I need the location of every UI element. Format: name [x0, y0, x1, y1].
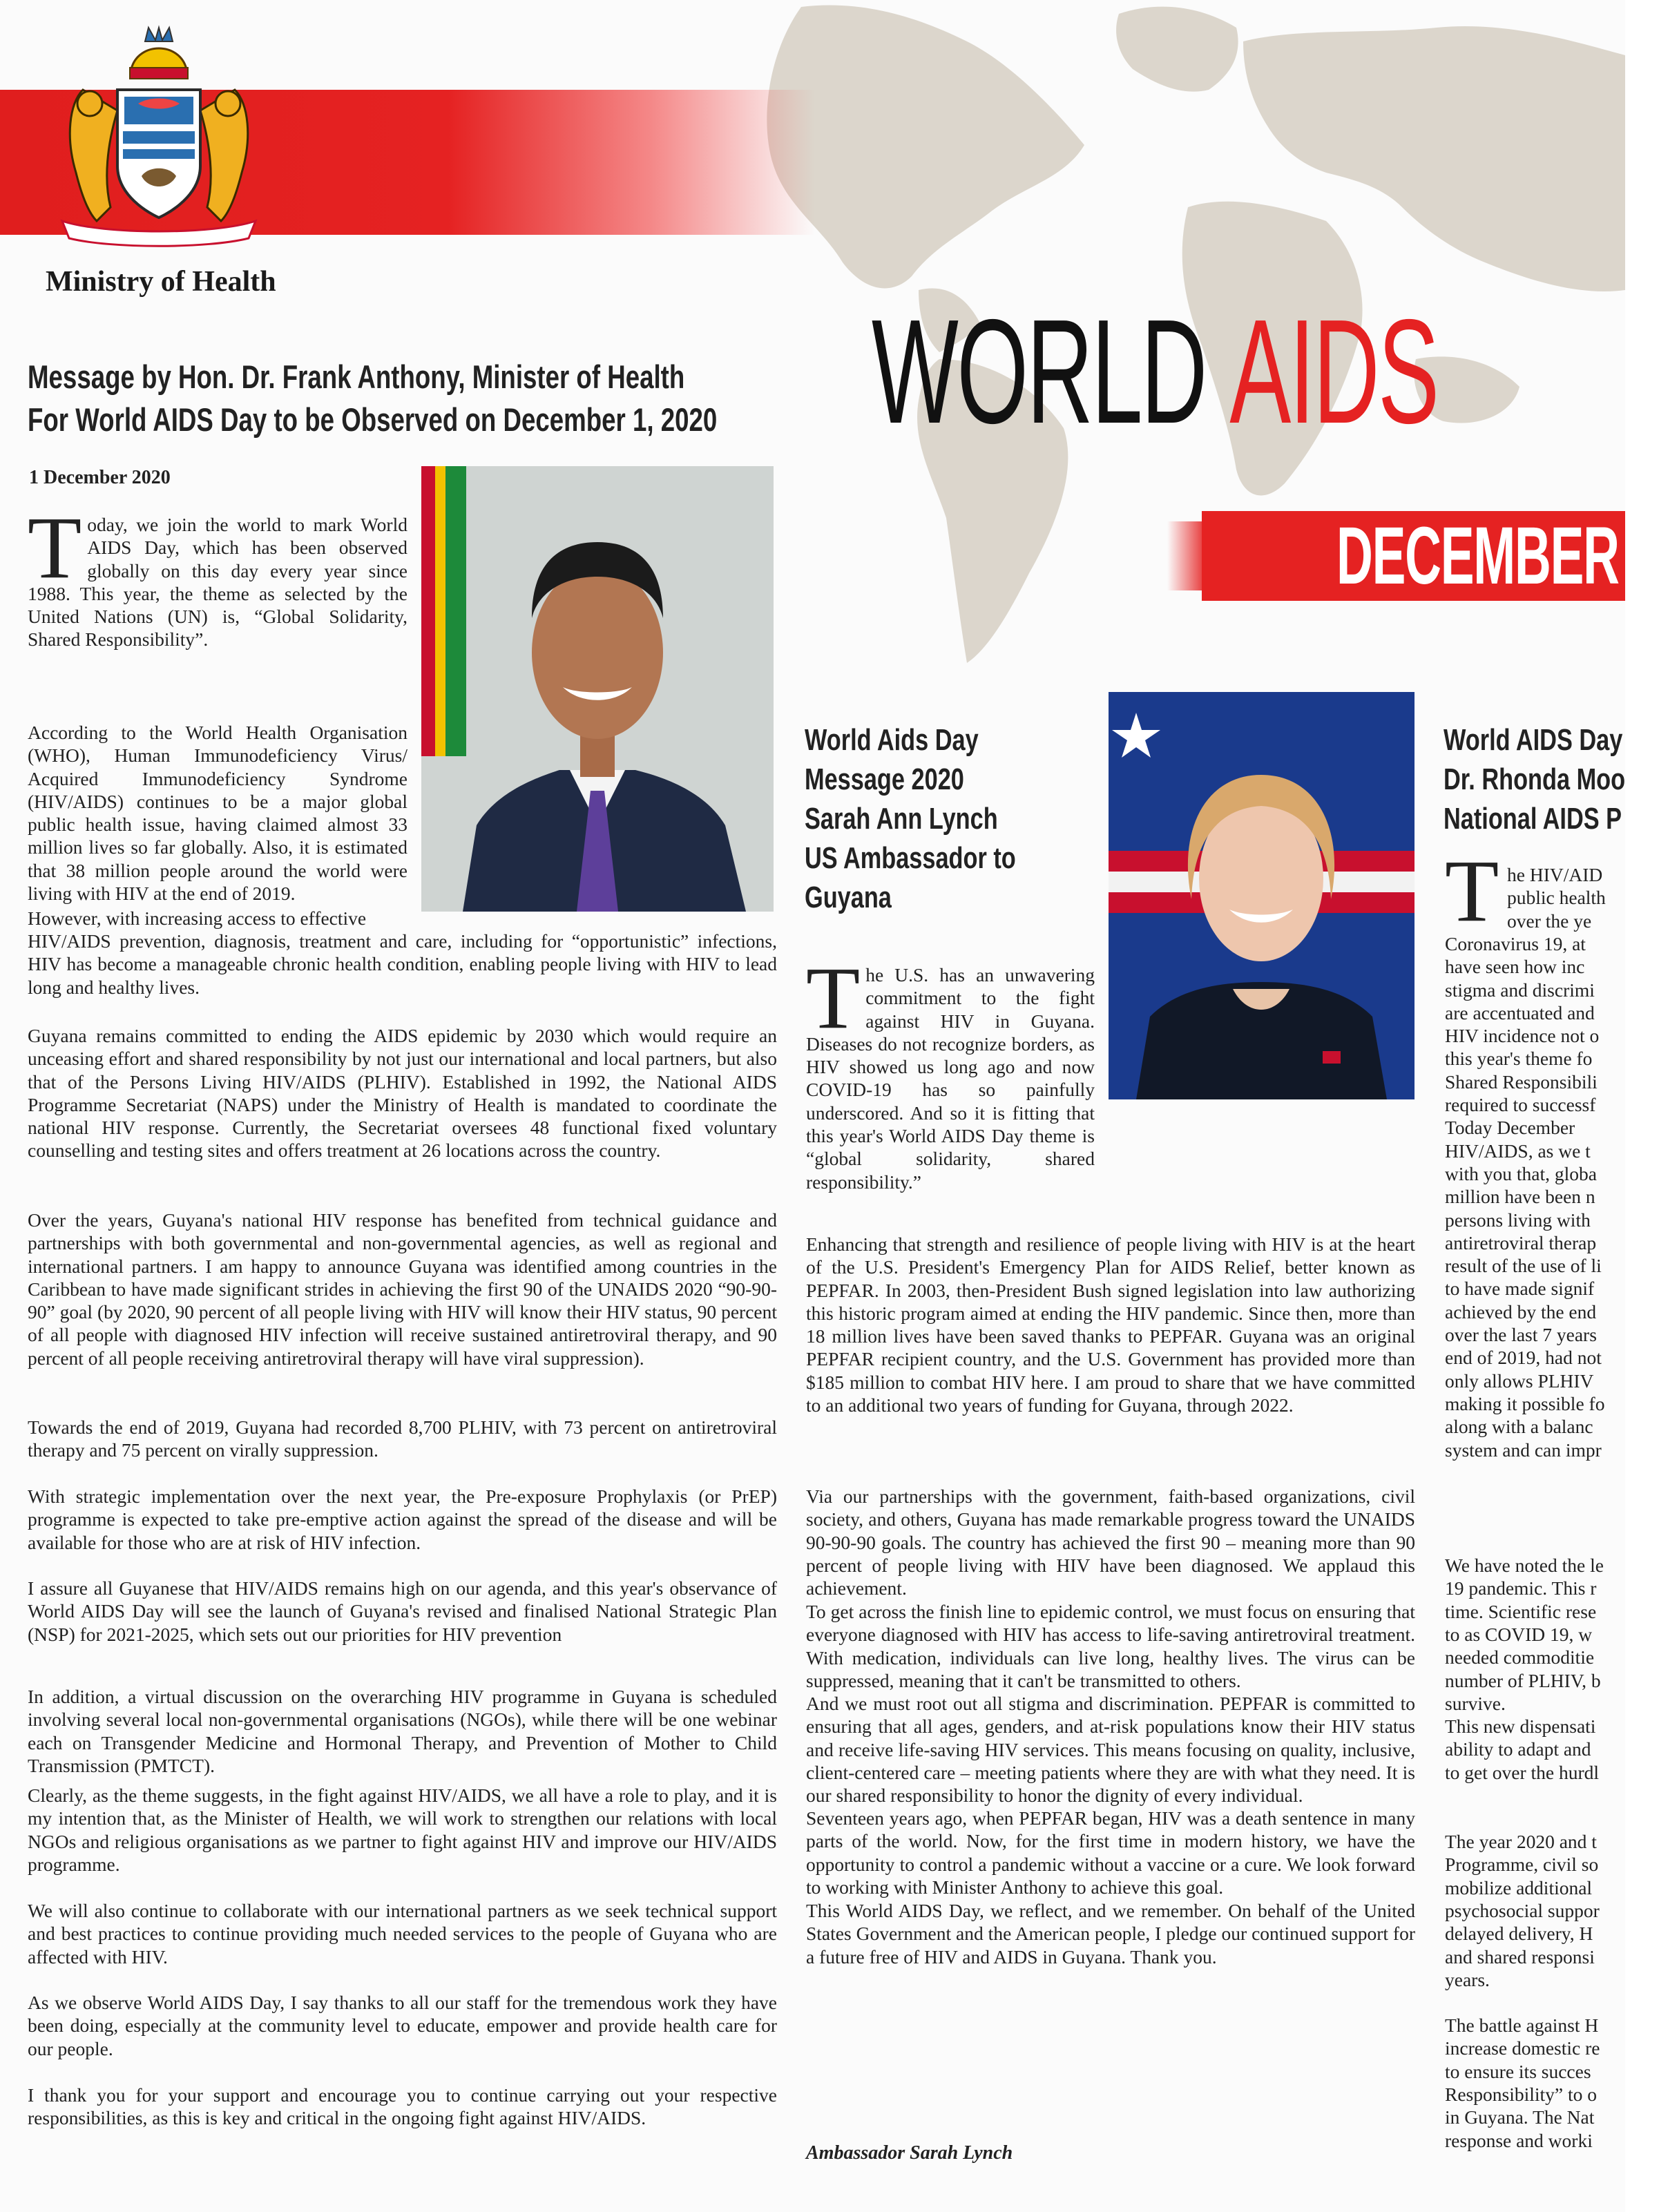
- third-column-line: The battle against H: [1445, 2014, 1599, 2036]
- ambassador-paragraph-4: To get across the finish line to epidemic control, we must focus on ensuring that everyone diagnosed with HIV has access to life-saving antiretroviral treatment. With medication, individuals can live long, healthy lives. The virus can be suppressed, meaning that it can't be transmitted to others.: [806, 1601, 1415, 1691]
- third-column-line: he HIV/AID: [1507, 864, 1603, 885]
- ambassador-paragraph-6: Seventeen years ago, when PEPFAR began, HIV was a death sentence in many parts of the world. Now, for the first time in modern history, we have the opportunity to control a pandemic without a vaccine or a cure. We look forward to working with Minister Anthony to achieve this goal.: [806, 1807, 1415, 1898]
- minister-paragraph-3b: HIV/AIDS prevention, diagnosis, treatment and care, including for “opportunistic” infections, HIV has become a manageable chronic health condition, enabling people living with HIV to lead long and healthy lives.: [28, 930, 777, 998]
- third-column-line: needed commoditie: [1445, 1646, 1595, 1668]
- third-column-line: number of PLHIV, b: [1445, 1669, 1601, 1691]
- ambassador-headline-line: US Ambassador to: [805, 841, 1016, 875]
- third-column-line: HIV incidence not o: [1445, 1025, 1600, 1047]
- third-column-line: making it possible fo: [1445, 1392, 1605, 1414]
- title-aids: AIDS: [1229, 288, 1438, 454]
- third-column-line: increase domestic re: [1445, 2037, 1600, 2059]
- third-column-line: antiretroviral therap: [1445, 1231, 1597, 1253]
- third-headline: [1444, 720, 1625, 838]
- third-column-line: achieved by the end: [1445, 1300, 1597, 1323]
- third-column-line: survive.: [1445, 1692, 1506, 1714]
- minister-paragraph-9: In addition, a virtual discussion on the overarching HIV programme in Guyana is scheduled involving several local non-governmental organisations (NGOs), while there will be one webinar each on Transgender Medicine and Hormonal Therapy, and Prevention of Mother to Child Transmission (PMTCT).: [28, 1686, 777, 1776]
- third-column-line: Shared Responsibili: [1445, 1070, 1598, 1093]
- minister-paragraph-5: Over the years, Guyana's national HIV response has benefited from technical guidance and partnerships with both governmental and non-governmental agencies, as well as regional and international partners. I am happy to announce Guyana was identified among countries in the Caribbean to have made significant strides in achieving the first 90 of the UNAIDS 2020 “90-90-90” goal (by 2020, 90 percent of all people living with HIV will know their HIV status, 90 percent of all people with diagnosed HIV infection will receive sustained antiretroviral therapy, and 90 percent of all people receiving antiretroviral therapy will have viral suppression).: [28, 1209, 777, 1369]
- banner-streak: [1167, 521, 1209, 590]
- third-column-line: to as COVID 19, w: [1445, 1623, 1593, 1645]
- minister-headline-line1: Message by Hon. Dr. Frank Anthony, Minister of Health: [28, 358, 685, 395]
- minister-paragraph-4: Guyana remains committed to ending the AIDS epidemic by 2030 which would require an unceasing effort and shared responsibility by not just our international and local partners, but also that of the Persons Living HIV/AIDS (PLHIV). Established in 1992, the National AIDS Programme Secretariat (NAPS) under the Ministry of Health is mandated to coordinate the national HIV response. Currently, the Secretariat oversees 48 functional fixed voluntary counselling and testing sites and offers treatment at 26 locations across the country.: [28, 1025, 777, 1162]
- ambassador-headline-line: Sarah Ann Lynch: [805, 802, 998, 836]
- third-column-line: Today December: [1445, 1117, 1575, 1139]
- third-column-line: have seen how inc: [1445, 956, 1585, 978]
- minister-photo: [421, 466, 774, 912]
- third-column-line: and shared responsi: [1445, 1945, 1595, 1968]
- third-column-line: result of the use of li: [1445, 1255, 1602, 1277]
- third-column-line: are accentuated and: [1445, 1001, 1595, 1023]
- ambassador-headline-line: Message 2020: [805, 762, 964, 796]
- third-column-line: 19 pandemic. This r: [1445, 1577, 1597, 1599]
- paragraph-text: oday, we join the world to mark World AIDS Day, which has been observed globally on this day every year since 1988. This year, the theme as selected by the United Nations (UN) is, “Global Solidarity, Shared Responsibility”.: [28, 514, 407, 651]
- ambassador-paragraph-3: Via our partnerships with the government, faith-based organizations, civil society, and others, Guyana has made remarkable progress toward the UNAIDS 90-90-90 goals. The country has achieved the first 90 – meaning more than 90 percent of people living with HIV have been diagnosed. We applaud this achievement.: [806, 1485, 1415, 1599]
- third-column-line: Programme, civil so: [1445, 1854, 1599, 1876]
- third-column-line: stigma and discrimi: [1445, 979, 1595, 1001]
- third-headline-line: National AIDS P: [1444, 802, 1622, 836]
- ambassador-paragraph-7: This World AIDS Day, we reflect, and we remember. On behalf of the United States Government and the American people, I pledge our continued support for a future free of HIV and AIDS in Guyana. Thank you.: [806, 1900, 1415, 1968]
- paragraph-text: he U.S. has an unwavering commitment to the fight against HIV in Guyana. Diseases do not recognize borders, as HIV showed us long ago and now COVID-19 has so painfully underscored. And so it is fitting that this year's World AIDS Day theme is “global solidarity, shared responsibility.”: [806, 964, 1095, 1193]
- minister-paragraph-6: Towards the end of 2019, Guyana had recorded 8,700 PLHIV, with 73 percent on antiretroviral therapy and 75 percent on virally suppression.: [28, 1416, 777, 1461]
- third-column-line: to ensure its succes: [1445, 2060, 1591, 2082]
- ambassador-photo: [1109, 692, 1415, 1099]
- third-column-line: public health: [1507, 887, 1606, 909]
- third-column-line: to have made signif: [1445, 1278, 1595, 1300]
- minister-date: 1 December 2020: [29, 467, 171, 488]
- third-column-line: end of 2019, had not: [1445, 1347, 1602, 1369]
- third-column-line: along with a balanc: [1445, 1416, 1593, 1438]
- minister-paragraph-2: According to the World Health Organisation (WHO), Human Immunodeficiency Virus/ Acquired Immunodeficiency Syndrome (HIV/AIDS) continues to be a major global public health issue, having claimed almost 33 million lives so far globally. Also, it is estimated that 38 million people around the world were living with HIV at the end of 2019.: [28, 722, 407, 905]
- third-column-line: The year 2020 and t: [1445, 1831, 1597, 1852]
- third-column-line: time. Scientific rese: [1445, 1600, 1597, 1622]
- minister-paragraph-7: With strategic implementation over the next year, the Pre-exposure Prophylaxis (or PrEP) programme is expected to take pre-emptive action against the spread of the disease and will be available for those who are at risk of HIV infection.: [28, 1485, 777, 1553]
- third-column-line: mobilize additional: [1445, 1876, 1593, 1898]
- third-column-line: required to successf: [1445, 1094, 1596, 1115]
- world-aids-title: [872, 288, 1438, 454]
- dropcap: T: [1445, 842, 1499, 940]
- date-banner-text: DECEMBER 1: [1336, 510, 1659, 602]
- third-column-line: psychosocial suppor: [1445, 1899, 1600, 1921]
- third-column-line: Coronavirus 19, at: [1445, 932, 1586, 954]
- ministry-name: Ministry of Health: [46, 266, 276, 298]
- third-column-line: ability to adapt and: [1445, 1738, 1591, 1760]
- minister-paragraph-10: Clearly, as the theme suggests, in the fight against HIV/AIDS, we all have a role to play, and it is my intention that, as the Minister of Health, we will work to strengthen our relations with local NGOs and religious organisations as we partner to fight against HIV and improve our HIV/AIDS programme.: [28, 1785, 777, 1875]
- dropcap: T: [28, 499, 82, 597]
- third-column-line: in Guyana. The Nat: [1445, 2106, 1595, 2128]
- ambassador-paragraph-2: Enhancing that strength and resilience of people living with HIV is at the heart of the U.S. President's Emergency Plan for AIDS Relief, better known as PEPFAR. In 2003, then-President Bush signed legislation into law authorizing this historic program aimed at ending the HIV pandemic. Since then, more than 18 million lives have been saved thanks to PEPFAR. Guyana was an original PEPFAR recipient country, and the U.S. Government has provided more than $185 million to combat HIV here. I am proud to share that we have committed to an additional two years of funding for Guyana, through 2022.: [806, 1233, 1415, 1416]
- ambassador-signature: Ambassador Sarah Lynch: [806, 2142, 1013, 2164]
- ambassador-paragraph-5: And we must root out all stigma and discrimination. PEPFAR is committed to ensuring that all ages, genders, and at-risk populations know their HIV status and receive life-saving HIV services. This means focusing on quality, inclusive, client-centered care – meeting patients where they are with what they need. It is our shared responsibility to honor the dignity of every individual.: [806, 1693, 1415, 1807]
- third-column-line: response and worki: [1445, 2129, 1593, 2151]
- minister-paragraph-3a: However, with increasing access to effective: [28, 907, 367, 929]
- minister-paragraph-11: We will also continue to collaborate with our international partners as we seek technical support and best practices to continue providing much needed services to the people of Guyana who are affected with HIV.: [28, 1900, 777, 1968]
- third-column-line: system and can impr: [1445, 1439, 1602, 1461]
- minister-paragraph-8: I assure all Guyanese that HIV/AIDS remains high on our agenda, and this year's observance of World AIDS Day will see the launch of Guyana's revised and finalised National Strategic Plan (NSP) for 2021-2025, which sets out our priorities for HIV prevention: [28, 1577, 777, 1645]
- ambassador-paragraph-1: [806, 949, 1095, 1193]
- third-column-line: this year's theme fo: [1445, 1048, 1593, 1070]
- third-column-line: Responsibility” to o: [1445, 2083, 1597, 2105]
- third-column-line: years.: [1445, 1968, 1490, 1990]
- ambassador-headline-line: Guyana: [805, 881, 892, 914]
- third-column-line: This new dispensati: [1445, 1715, 1596, 1738]
- coat-of-arms-logo: [41, 28, 276, 256]
- third-column-line: to get over the hurdl: [1445, 1761, 1599, 1783]
- ambassador-headline-line: World Aids Day: [805, 723, 979, 757]
- third-column-line: million have been n: [1445, 1186, 1595, 1208]
- minister-paragraph-1: [28, 499, 407, 651]
- minister-headline-line2: For World AIDS Day to be Observed on December 1, 2020: [28, 401, 718, 438]
- minister-headline: [28, 356, 717, 441]
- minister-paragraph-13: I thank you for your support and encourage you to continue carrying out your respective responsibilities, as this is key and critical in the ongoing fight against HIV/AIDS.: [28, 2084, 777, 2129]
- third-headline-line: Dr. Rhonda Moo: [1444, 762, 1626, 796]
- dropcap: T: [806, 949, 861, 1047]
- third-column-line: HIV/AIDS, as we t: [1445, 1139, 1591, 1162]
- third-column-line: with you that, globa: [1445, 1162, 1597, 1184]
- third-headline-line: World AIDS Day: [1444, 723, 1623, 757]
- title-world: WORLD: [872, 288, 1206, 454]
- minister-paragraph-12: As we observe World AIDS Day, I say thanks to all our staff for the tremendous work they have been doing, especially at the community level to educate, empower and provide health care for our people.: [28, 1992, 777, 2059]
- third-column-line: persons living with: [1445, 1209, 1591, 1231]
- third-column-line: We have noted the le: [1445, 1555, 1604, 1576]
- third-column-line: over the ye: [1507, 910, 1592, 932]
- third-column-line: over the last 7 years: [1445, 1324, 1597, 1345]
- third-column-line: delayed delivery, H: [1445, 1923, 1593, 1945]
- ambassador-headline: [805, 720, 1016, 917]
- third-column-line: only allows PLHIV: [1445, 1369, 1594, 1392]
